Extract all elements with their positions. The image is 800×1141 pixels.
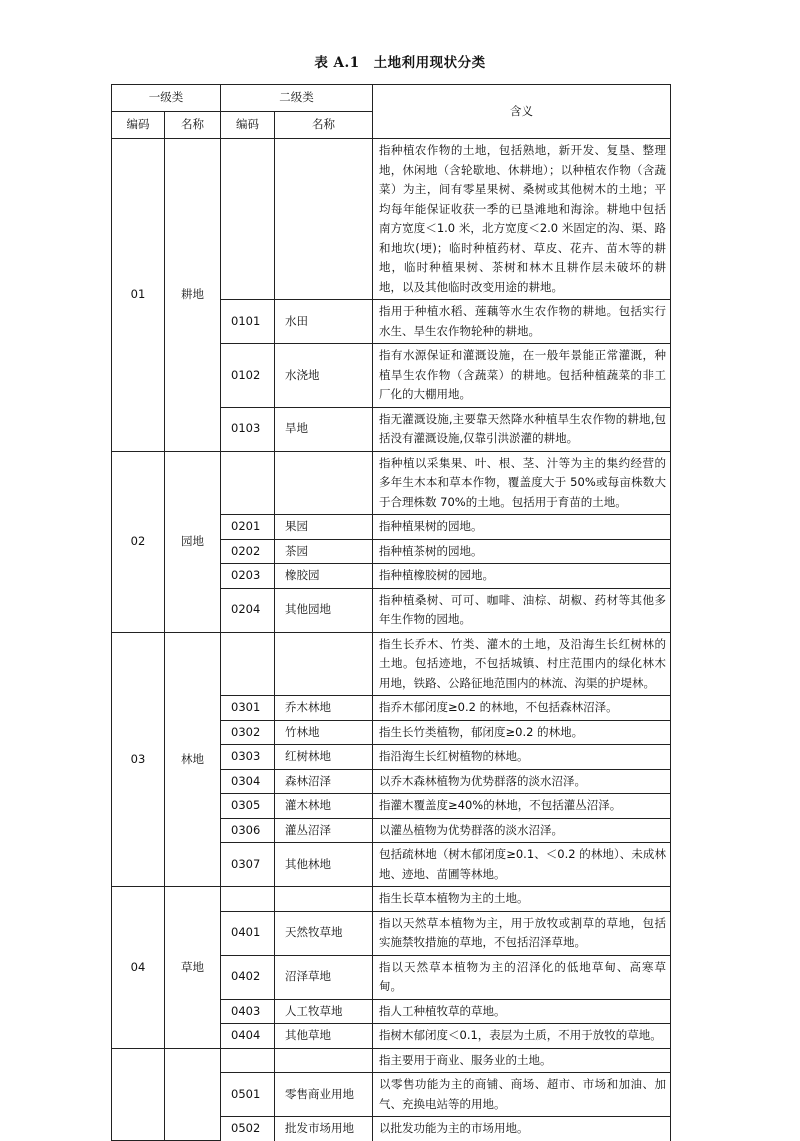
meaning-text: 指灌木覆盖度≥40%的林地，不包括灌丛沼泽。 bbox=[373, 794, 671, 819]
table-title: 表 A.1 土地利用现状分类 bbox=[314, 55, 486, 71]
level2-code: 0103 bbox=[221, 407, 275, 451]
level2-name: 茶园 bbox=[275, 539, 373, 564]
meaning-text: 以零售功能为主的商铺、商场、超市、市场和加油、加气、充换电站等的用地。 bbox=[373, 1073, 671, 1117]
header-row-1 bbox=[112, 85, 671, 112]
level1-name bbox=[165, 1048, 221, 1141]
level1-code: 04 bbox=[112, 887, 165, 1049]
meaning-text: 指种植果树的园地。 bbox=[373, 515, 671, 540]
level2-name: 水田 bbox=[275, 300, 373, 344]
meaning-text: 指有水源保证和灌溉设施，在一般年景能正常灌溉，种植旱生农作物（含蔬菜）的耕地。包括种植蔬菜的非工厂化的大棚用地。 bbox=[373, 344, 671, 408]
level2-code: 0305 bbox=[221, 794, 275, 819]
level2-name: 森林沼泽 bbox=[275, 769, 373, 794]
level1-name: 耕地 bbox=[165, 139, 221, 452]
table-row bbox=[112, 632, 671, 696]
level2-name: 批发市场用地 bbox=[275, 1117, 373, 1141]
header-meaning: 含义 bbox=[373, 85, 671, 139]
meaning-text: 指种植农作物的土地，包括熟地，新开发、复垦、整理地，休闲地（含轮歇地、休耕地）；以种植农作物（含蔬菜）为主，间有零星果树、桑树或其他树木的土地；平均每年能保证收获一季的已垦滩地和海涂。耕地中包括南方宽度＜1.0 米，北方宽度＜2.0 米固定的沟、渠、路和地坎(埂)；临时种植药材、草皮、花卉、苗木等的耕地，临时种植果树、茶树和林木且耕作层未破坏的耕地，以及其他临时改变用途的耕地。 bbox=[373, 139, 671, 300]
header-level2: 二级类 bbox=[221, 85, 373, 112]
level1-code: 02 bbox=[112, 451, 165, 632]
level1-code bbox=[112, 1048, 165, 1141]
level2-name bbox=[275, 1048, 373, 1073]
meaning-text: 以灌丛植物为优势群落的淡水沼泽。 bbox=[373, 818, 671, 843]
level2-code bbox=[221, 1048, 275, 1073]
level1-code: 01 bbox=[112, 139, 165, 452]
level2-code: 0502 bbox=[221, 1117, 275, 1141]
level2-name: 橡胶园 bbox=[275, 564, 373, 589]
level2-code: 0203 bbox=[221, 564, 275, 589]
level2-name bbox=[275, 887, 373, 912]
level2-code: 0404 bbox=[221, 1024, 275, 1049]
level2-code bbox=[221, 451, 275, 515]
level2-code: 0304 bbox=[221, 769, 275, 794]
level2-code: 0402 bbox=[221, 955, 275, 999]
table-row bbox=[112, 1048, 671, 1073]
table-row bbox=[112, 139, 671, 300]
meaning-text: 指生长乔木、竹类、灌木的土地，及沿海生长红树林的土地。包括迹地，不包括城镇、村庄范围内的绿化林木用地，铁路、公路征地范围内的林流、沟渠的护堤林。 bbox=[373, 632, 671, 696]
level2-code bbox=[221, 632, 275, 696]
level2-code: 0301 bbox=[221, 696, 275, 721]
level2-code: 0401 bbox=[221, 911, 275, 955]
level2-name: 人工牧草地 bbox=[275, 999, 373, 1024]
level2-name: 其他草地 bbox=[275, 1024, 373, 1049]
level1-name: 草地 bbox=[165, 887, 221, 1049]
meaning-text: 指生长竹类植物，郁闭度≥0.2 的林地。 bbox=[373, 720, 671, 745]
level2-name bbox=[275, 139, 373, 300]
meaning-text: 指主要用于商业、服务业的土地。 bbox=[373, 1048, 671, 1073]
meaning-text: 指无灌溉设施,主要靠天然降水种植旱生农作物的耕地,包括没有灌溉设施,仅靠引洪淤灌的耕地。 bbox=[373, 407, 671, 451]
level2-name: 乔木林地 bbox=[275, 696, 373, 721]
level2-name: 果园 bbox=[275, 515, 373, 540]
level2-code: 0303 bbox=[221, 745, 275, 770]
header-code-2: 编码 bbox=[221, 112, 275, 139]
level2-name: 旱地 bbox=[275, 407, 373, 451]
level2-name bbox=[275, 632, 373, 696]
meaning-text: 指人工种植牧草的草地。 bbox=[373, 999, 671, 1024]
land-use-classification-table bbox=[111, 84, 671, 1141]
meaning-text: 指种植茶树的园地。 bbox=[373, 539, 671, 564]
table-row bbox=[112, 451, 671, 515]
header-name-1: 名称 bbox=[165, 112, 221, 139]
level2-name: 沼泽草地 bbox=[275, 955, 373, 999]
meaning-text: 指种植以采集果、叶、根、茎、汁等为主的集约经营的多年生木本和草本作物，覆盖度大于 50%或每亩株数大于合理株数 70%的土地。包括用于育苗的土地。 bbox=[373, 451, 671, 515]
meaning-text: 指树木郁闭度＜0.1，表层为土质，不用于放牧的草地。 bbox=[373, 1024, 671, 1049]
meaning-text: 指乔木郁闭度≥0.2 的林地，不包括森林沼泽。 bbox=[373, 696, 671, 721]
level2-name: 水浇地 bbox=[275, 344, 373, 408]
meaning-text: 指生长草本植物为主的土地。 bbox=[373, 887, 671, 912]
meaning-text: 以批发功能为主的市场用地。 bbox=[373, 1117, 671, 1141]
header-code-1: 编码 bbox=[112, 112, 165, 139]
level2-code: 0204 bbox=[221, 588, 275, 632]
header-level1: 一级类 bbox=[112, 85, 221, 112]
table-row bbox=[112, 887, 671, 912]
level2-code: 0202 bbox=[221, 539, 275, 564]
level2-code: 0101 bbox=[221, 300, 275, 344]
level2-code: 0307 bbox=[221, 843, 275, 887]
level2-code bbox=[221, 139, 275, 300]
level1-name: 林地 bbox=[165, 632, 221, 887]
level1-code: 03 bbox=[112, 632, 165, 887]
level2-name: 其他林地 bbox=[275, 843, 373, 887]
meaning-text: 以乔木森林植物为优势群落的淡水沼泽。 bbox=[373, 769, 671, 794]
meaning-text: 指种植桑树、可可、咖啡、油棕、胡椒、药材等其他多年生作物的园地。 bbox=[373, 588, 671, 632]
level2-name: 其他园地 bbox=[275, 588, 373, 632]
level2-code: 0102 bbox=[221, 344, 275, 408]
level1-name: 园地 bbox=[165, 451, 221, 632]
level2-code: 0201 bbox=[221, 515, 275, 540]
meaning-text: 指沿海生长红树植物的林地。 bbox=[373, 745, 671, 770]
level2-name: 红树林地 bbox=[275, 745, 373, 770]
meaning-text: 指用于种植水稻、莲藕等水生农作物的耕地。包括实行水生、旱生农作物轮种的耕地。 bbox=[373, 300, 671, 344]
level2-code: 0306 bbox=[221, 818, 275, 843]
meaning-text: 指以天然草本植物为主，用于放牧或割草的草地，包括实施禁牧措施的草地，不包括沼泽草地。 bbox=[373, 911, 671, 955]
level2-name: 天然牧草地 bbox=[275, 911, 373, 955]
level2-name: 灌丛沼泽 bbox=[275, 818, 373, 843]
meaning-text: 指以天然草本植物为主的沼泽化的低地草甸、高寒草甸。 bbox=[373, 955, 671, 999]
level2-name: 竹林地 bbox=[275, 720, 373, 745]
level2-code: 0403 bbox=[221, 999, 275, 1024]
level2-name: 零售商业用地 bbox=[275, 1073, 373, 1117]
level2-code bbox=[221, 887, 275, 912]
header-name-2: 名称 bbox=[275, 112, 373, 139]
level2-name bbox=[275, 451, 373, 515]
level2-code: 0302 bbox=[221, 720, 275, 745]
level2-code: 0501 bbox=[221, 1073, 275, 1117]
meaning-text: 指种植橡胶树的园地。 bbox=[373, 564, 671, 589]
meaning-text: 包括疏林地（树木郁闭度≥0.1、＜0.2 的林地）、未成林地、迹地、苗圃等林地。 bbox=[373, 843, 671, 887]
level2-name: 灌木林地 bbox=[275, 794, 373, 819]
